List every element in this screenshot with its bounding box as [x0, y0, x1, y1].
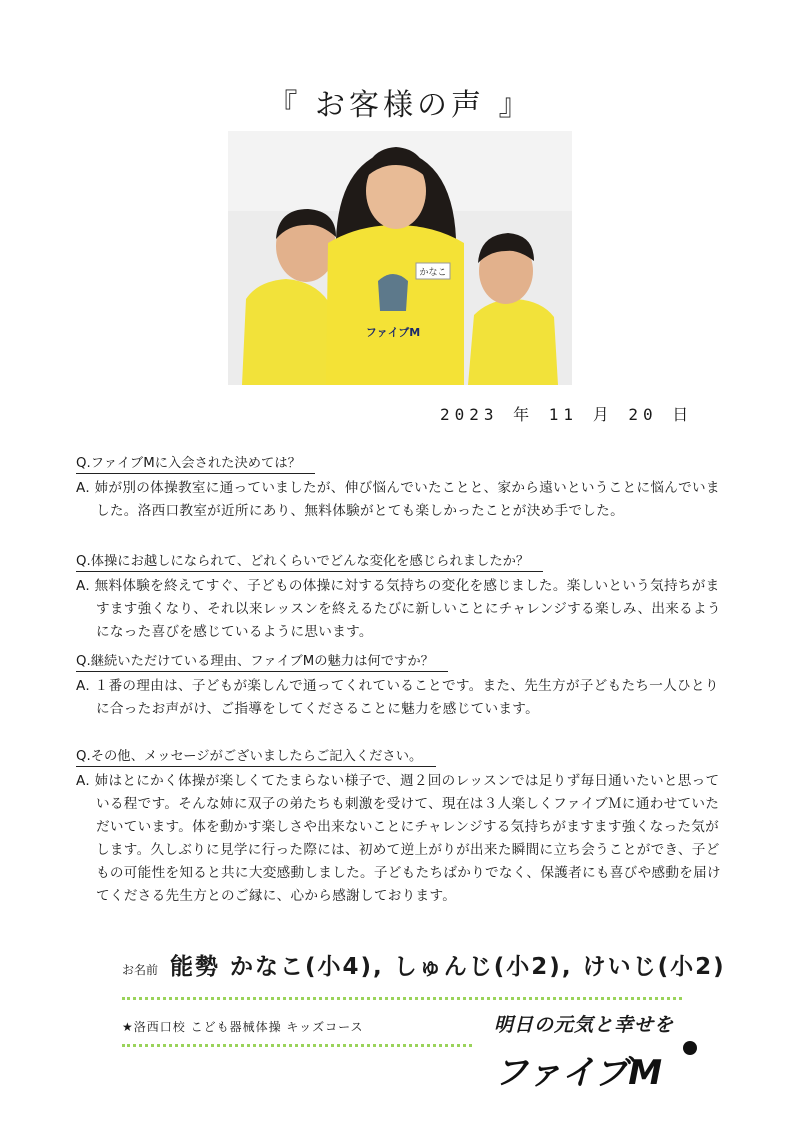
answer-1: A. 姉が別の体操教室に通っていましたが、伸び悩んでいたことと、家から遠いということに悩んでいました。洛西口教室が近所にあり、無料体験がとても楽しかったことが決め手でした。 [76, 480, 720, 519]
qa-block-2 [76, 550, 726, 644]
name-value: 能勢 かなこ(小4), しゅんじ(小2), けいじ(小2) [170, 954, 726, 980]
five-m-logo [490, 1040, 700, 1090]
logo-dot [683, 1041, 697, 1055]
right-boy-shirt [468, 299, 558, 385]
qa-block-3 [76, 650, 726, 721]
shirt-mascot [378, 274, 408, 311]
answer-2: A. 無料体験を終えてすぐ、子どもの体操に対する気持ちの変化を感じました。楽しいという気持ちがますます強くなり、それ以来レッスンを終えるたびに新しいことにチャレンジする楽しみ、出来るようになった喜びを感じているように思います。 [76, 578, 721, 640]
dotted-divider-bottom [122, 1044, 472, 1047]
name-tag-text: かなこ [419, 268, 447, 278]
page-title: 『 お客様の声 』 [267, 88, 533, 123]
slogan: 明日の元気と幸せを [494, 1014, 675, 1036]
question-1: Q.ファイブMに入会された決めては？ [76, 455, 315, 474]
left-boy-shirt [242, 279, 332, 385]
question-2: Q.体操にお越しになられて、どれくらいでどんな変化を感じられましたか？ [76, 553, 543, 572]
question-3: Q.継続いただけている理由、ファイブMの魅力は何ですか？ [76, 653, 448, 672]
question-4: Q.その他、メッセージがございましたらご記入ください。 [76, 748, 436, 767]
school-course: ★洛西口校 こども器械体操 キッズコース [122, 1020, 364, 1034]
qa-block-4 [76, 745, 726, 908]
shirt-logo-text: ファイブM [365, 326, 421, 339]
photo-illustration [228, 131, 572, 385]
answer-3: A. １番の理由は、子どもが楽しんで通ってくれていることです。また、先生方が子どもたち一人ひとりに合ったお声がけ、ご指導をしてくださることに魅力を感じています。 [76, 678, 719, 717]
children-photo [228, 131, 572, 385]
answer-4: A. 姉はとにかく体操が楽しくてたまらない様子で、週２回のレッスンでは足りず毎日通いたいと思っている程です。そんな姉に双子の弟たちも刺激を受けて、現在は３人楽しくファイブＭに通わせていただいています。体を動かす楽しさや出来ないことにチャレンジする気持ちがますます強くなった気がします。久しぶりに見学に行った際には、初めて逆上がりが出来た瞬間に立ち会うことができ、子どもの可能性を知ると共に大変感動しました。子どもたちばかりでなく、保護者にも喜びや感動を届けてくださる先生方とのご縁に、心から感謝しております。 [76, 773, 721, 904]
name-row [122, 948, 726, 981]
name-label: お名前 [122, 963, 159, 977]
date: 2023 年 11 月 20 日 [440, 405, 694, 424]
qa-block-1 [76, 452, 726, 523]
dotted-divider-top [122, 997, 682, 1000]
logo-text: ファイブM [494, 1053, 663, 1090]
